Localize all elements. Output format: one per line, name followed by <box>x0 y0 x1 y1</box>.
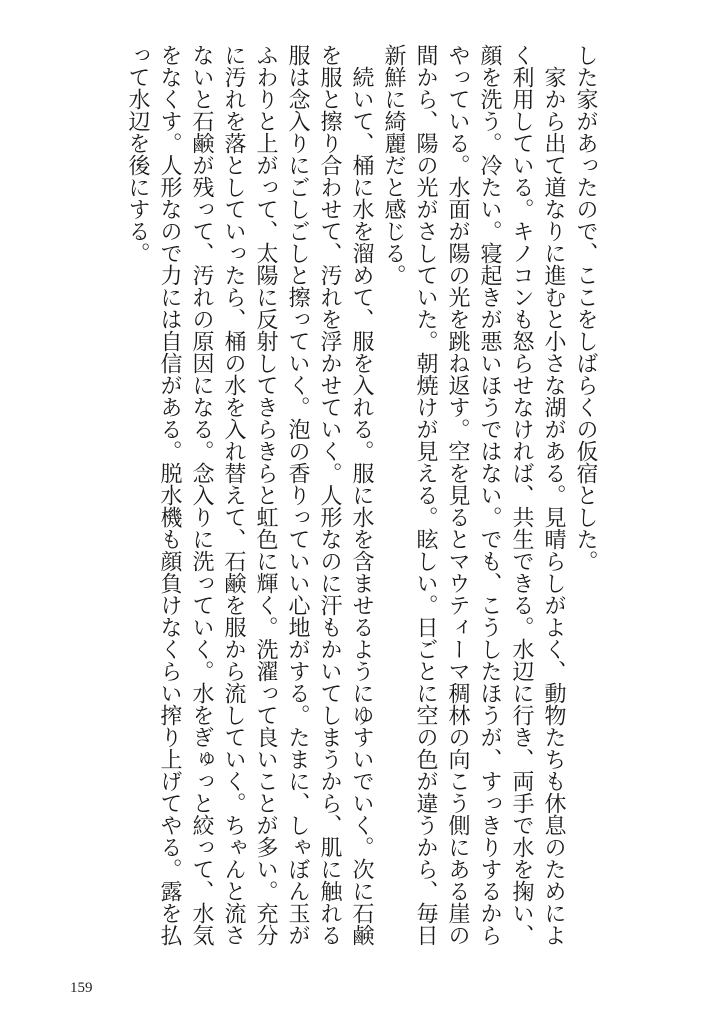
text-line: 服は念入りにごしごしと擦っていく。泡の香りっていい心地がする。たまに、しゃぼん玉が <box>285 44 310 946</box>
text-line: した家があったので、ここをしばらくの仮宿とした。 <box>573 44 598 572</box>
text-line: く利用している。キノコンも怒らせなければ、共生できる。水辺に行き、両手で水を掬い、 <box>509 44 534 946</box>
text-line: 間から、陽の光がさしていた。朝焼けが見える。眩しい。日ごとに空の色が違うから、毎日 <box>413 44 438 946</box>
text-line: を服と擦り合わせて、汚れを浮かせていく。人形なのに汗もかいてしまうから、肌に触れる <box>317 44 342 946</box>
page-number: 159 <box>70 980 93 996</box>
text-line: って水辺を後にする。 <box>125 44 150 264</box>
text-line: ないと石鹸が残って、汚れの原因になる。念入りに洗っていく。水をぎゅっと絞って、水気 <box>189 44 214 946</box>
text-line: 顔を洗う。冷たい。寝起きが悪いほうではない。でも、こうしたほうが、すっきりするから <box>477 44 502 946</box>
text-line: やっている。水面が陽の光を跳ね返す。空を見るとマウティーマ稠林の向こう側にある崖の <box>445 44 470 946</box>
text-line: に汚れを落としていったら、桶の水を入れ替えて、石鹸を服から流していく。ちゃんと流さ <box>221 44 246 946</box>
body-text <box>121 44 601 949</box>
text-line: ふわりと上がって、太陽に反射してきらきらと虹色に輝く。洗濯って良いことが多い。充分 <box>253 44 278 946</box>
text-line: 新鮮に綺麗だと感じる。 <box>381 44 406 286</box>
text-line: 家から出て道なりに進むと小さな湖がある。見晴らしがよく、動物たちも休息のためによ <box>541 44 566 946</box>
text-line: をなくす。人形なので力には自信がある。脱水機も顔負けなくらい搾り上げてやる。露を払 <box>157 44 182 946</box>
text-line: 続いて、桶に水を溜めて、服を入れる。服に水を含ませるようにゆすいでいく。次に石鹸 <box>349 44 374 946</box>
